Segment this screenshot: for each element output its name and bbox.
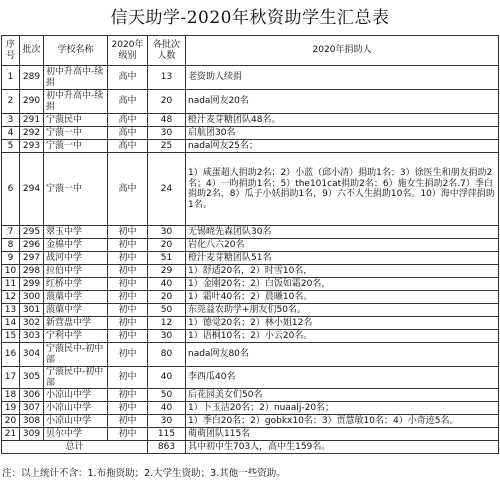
row-index: 7 xyxy=(2,226,20,239)
row-count: 20 xyxy=(148,291,186,304)
row-donor: 后花园美女们50名 xyxy=(186,389,499,402)
row-batch: 307 xyxy=(20,402,44,415)
row-count: 40 xyxy=(148,278,186,291)
row-batch: 293 xyxy=(20,140,44,153)
table-row xyxy=(2,415,499,428)
header-donor: 2020年捐助人 xyxy=(186,36,499,66)
row-index: 13 xyxy=(2,304,20,317)
row-index: 21 xyxy=(2,428,20,441)
row-index: 20 xyxy=(2,415,20,428)
table-row xyxy=(2,90,499,114)
row-count: 50 xyxy=(148,389,186,402)
row-count: 24 xyxy=(148,153,186,226)
row-batch: 292 xyxy=(20,127,44,140)
row-level: 高中 xyxy=(108,153,148,226)
row-index: 6 xyxy=(2,153,20,226)
row-index: 5 xyxy=(2,140,20,153)
row-count: 40 xyxy=(148,367,186,389)
row-school: 小凉山中学 xyxy=(44,389,108,402)
row-batch: 305 xyxy=(20,367,44,389)
row-batch: 304 xyxy=(20,343,44,367)
row-level: 初中 xyxy=(108,265,148,278)
row-level: 初中 xyxy=(108,367,148,389)
row-donor: 老资助人续捐 xyxy=(186,66,499,90)
row-donor: 橙汁麦芽糖团队48名。 xyxy=(186,114,499,127)
row-index: 17 xyxy=(2,367,20,389)
row-level: 初中 xyxy=(108,428,148,441)
table-row xyxy=(2,330,499,343)
row-batch: 302 xyxy=(20,317,44,330)
row-level: 初中 xyxy=(108,226,148,239)
row-school: 金棉中学 xyxy=(44,239,108,252)
table-row xyxy=(2,278,499,291)
row-level: 初中 xyxy=(108,343,148,367)
total-count: 863 xyxy=(148,441,186,454)
row-count: 51 xyxy=(148,252,186,265)
row-count: 25 xyxy=(148,140,186,153)
row-level: 初中 xyxy=(108,415,148,428)
row-level: 高中 xyxy=(108,127,148,140)
row-index: 4 xyxy=(2,127,20,140)
row-school: 小凉山中学 xyxy=(44,415,108,428)
row-school: 红桥中学 xyxy=(44,278,108,291)
row-batch: 290 xyxy=(20,90,44,114)
row-batch: 289 xyxy=(20,66,44,90)
row-index: 14 xyxy=(2,317,20,330)
row-donor: 萌萌团队115名 xyxy=(186,428,499,441)
row-count: 115 xyxy=(148,428,186,441)
table-row xyxy=(2,317,499,330)
row-index: 1 xyxy=(2,66,20,90)
table-row xyxy=(2,153,499,226)
row-index: 11 xyxy=(2,278,20,291)
row-count: 80 xyxy=(148,343,186,367)
table-row xyxy=(2,402,499,415)
table-row xyxy=(2,291,499,304)
row-school: 新营盘中学 xyxy=(44,317,108,330)
row-level: 高中 xyxy=(108,140,148,153)
row-level: 初中 xyxy=(108,252,148,265)
row-level: 初中 xyxy=(108,304,148,317)
row-count: 30 xyxy=(148,127,186,140)
row-index: 10 xyxy=(2,265,20,278)
row-batch: 308 xyxy=(20,415,44,428)
summary-table xyxy=(1,35,499,454)
row-level: 初中 xyxy=(108,278,148,291)
row-count: 48 xyxy=(148,114,186,127)
table-row xyxy=(2,343,499,367)
header-row xyxy=(2,36,499,66)
row-level: 初中 xyxy=(108,330,148,343)
row-count: 12 xyxy=(148,317,186,330)
row-donor: nada网友80名 xyxy=(186,343,499,367)
row-level: 高中 xyxy=(108,114,148,127)
row-school: 宁蒗一中 xyxy=(44,153,108,226)
header-school: 学校名称 xyxy=(44,36,108,66)
row-donor: 岩化八六20名 xyxy=(186,239,499,252)
row-level: 初中 xyxy=(108,291,148,304)
header-count: 各批次人数 xyxy=(148,36,186,66)
row-count: 40 xyxy=(148,402,186,415)
table-row xyxy=(2,140,499,153)
row-level: 初中 xyxy=(108,389,148,402)
row-level: 初中 xyxy=(108,239,148,252)
row-school: 初中升高中-续捐 xyxy=(44,90,108,114)
table-row xyxy=(2,304,499,317)
header-index: 序号 xyxy=(2,36,20,66)
row-count: 20 xyxy=(148,90,186,114)
row-batch: 306 xyxy=(20,389,44,402)
row-batch: 298 xyxy=(20,265,44,278)
row-index: 16 xyxy=(2,343,20,367)
row-batch: 299 xyxy=(20,278,44,291)
row-count: 29 xyxy=(148,265,186,278)
row-donor: 东莞益农助学+朋友们50名。 xyxy=(186,304,499,317)
row-school: 蒗蕖中学 xyxy=(44,304,108,317)
row-index: 8 xyxy=(2,239,20,252)
row-batch: 296 xyxy=(20,239,44,252)
row-donor: 1）季白20名；2）gobkx10名；3）贾慧敏10名；4）小奇迹5名。 xyxy=(186,415,499,428)
table-row xyxy=(2,389,499,402)
row-donor: 无锡晓先森团队30名 xyxy=(186,226,499,239)
table-row xyxy=(2,367,499,389)
row-index: 3 xyxy=(2,114,20,127)
row-count: 30 xyxy=(148,226,186,239)
row-school: 宁蒗一中 xyxy=(44,140,108,153)
row-donor: 启航团30名 xyxy=(186,127,499,140)
row-school: 蒗蕖中学 xyxy=(44,291,108,304)
row-index: 18 xyxy=(2,389,20,402)
row-donor: 1）卜玉洁20名；2）nuaalj-20名； xyxy=(186,402,499,415)
row-batch: 291 xyxy=(20,114,44,127)
row-school: 小凉山中学 xyxy=(44,402,108,415)
total-detail: 其中初中生703人，高中生159名。 xyxy=(186,441,499,454)
table-row xyxy=(2,239,499,252)
row-count: 50 xyxy=(148,304,186,317)
row-batch: 309 xyxy=(20,428,44,441)
row-donor: nada网友25名； xyxy=(186,140,499,153)
row-school: 宁利中学 xyxy=(44,330,108,343)
row-school: 翠玉中学 xyxy=(44,226,108,239)
row-donor: 李西瓜40名 xyxy=(186,367,499,389)
row-school: 宁蒗民中-初中部 xyxy=(44,343,108,367)
row-donor: 1）霜叶40名；2）晨曦10名。 xyxy=(186,291,499,304)
row-donor: 橙汁麦芽糖团队51名 xyxy=(186,252,499,265)
footnote: 注：以上统计不含：1.布拖资助；2.大学生资助；3.其他一些资助。 xyxy=(2,468,286,479)
row-index: 2 xyxy=(2,90,20,114)
row-school: 初中升高中-续捐 xyxy=(44,66,108,90)
row-donor: 1）德觉20名；2）林小姐12名 xyxy=(186,317,499,330)
row-batch: 297 xyxy=(20,252,44,265)
row-school: 拉伯中学 xyxy=(44,265,108,278)
table-row xyxy=(2,428,499,441)
row-count: 13 xyxy=(148,66,186,90)
row-batch: 300 xyxy=(20,291,44,304)
row-count: 20 xyxy=(148,239,186,252)
row-index: 19 xyxy=(2,402,20,415)
row-batch: 294 xyxy=(20,153,44,226)
row-school: 宁蒗民中 xyxy=(44,114,108,127)
row-level: 初中 xyxy=(108,317,148,330)
total-label: 总计 xyxy=(2,441,148,454)
row-school: 战河中学 xyxy=(44,252,108,265)
row-donor: 1）舒适20名，2）时雪10名， xyxy=(186,265,499,278)
row-level: 初中 xyxy=(108,402,148,415)
row-school: 宁蒗民中-初中部 xyxy=(44,367,108,389)
row-batch: 295 xyxy=(20,226,44,239)
header-batch: 批次 xyxy=(20,36,44,66)
table-row xyxy=(2,265,499,278)
row-level: 高中 xyxy=(108,66,148,90)
row-donor: 1）语桐10名；2）小云20名。 xyxy=(186,330,499,343)
row-donor: 1）金刚20名；2）白饭如霜20名， xyxy=(186,278,499,291)
row-school: 宁蒗一中 xyxy=(44,127,108,140)
row-batch: 303 xyxy=(20,330,44,343)
table-row xyxy=(2,127,499,140)
row-count: 30 xyxy=(148,415,186,428)
total-row xyxy=(2,441,499,454)
table-row xyxy=(2,114,499,127)
table-row xyxy=(2,252,499,265)
row-count: 30 xyxy=(148,330,186,343)
table-row xyxy=(2,226,499,239)
row-index: 15 xyxy=(2,330,20,343)
row-batch: 301 xyxy=(20,304,44,317)
table-title: 信天助学-2020年秋资助学生汇总表 xyxy=(110,8,390,28)
row-school: 贝尔中学 xyxy=(44,428,108,441)
header-level: 2020年级别 xyxy=(108,36,148,66)
row-index: 12 xyxy=(2,291,20,304)
row-level: 高中 xyxy=(108,90,148,114)
table-row xyxy=(2,66,499,90)
row-donor: 1）咸蛋超人捐助2名；2）小蓝（邱小清）捐助1名；3）徐医生和朋友捐助2名；4）一昀捐助1名；5）the101cat捐助2名；6）施女生捐助2名.7）季白捐助2名，8）瓜子小妖捐助1名，9）六不人生捐助10名。10）海中浮萍捐助1名。 xyxy=(186,153,499,226)
row-donor: nada网友20名 xyxy=(186,90,499,114)
row-index: 9 xyxy=(2,252,20,265)
